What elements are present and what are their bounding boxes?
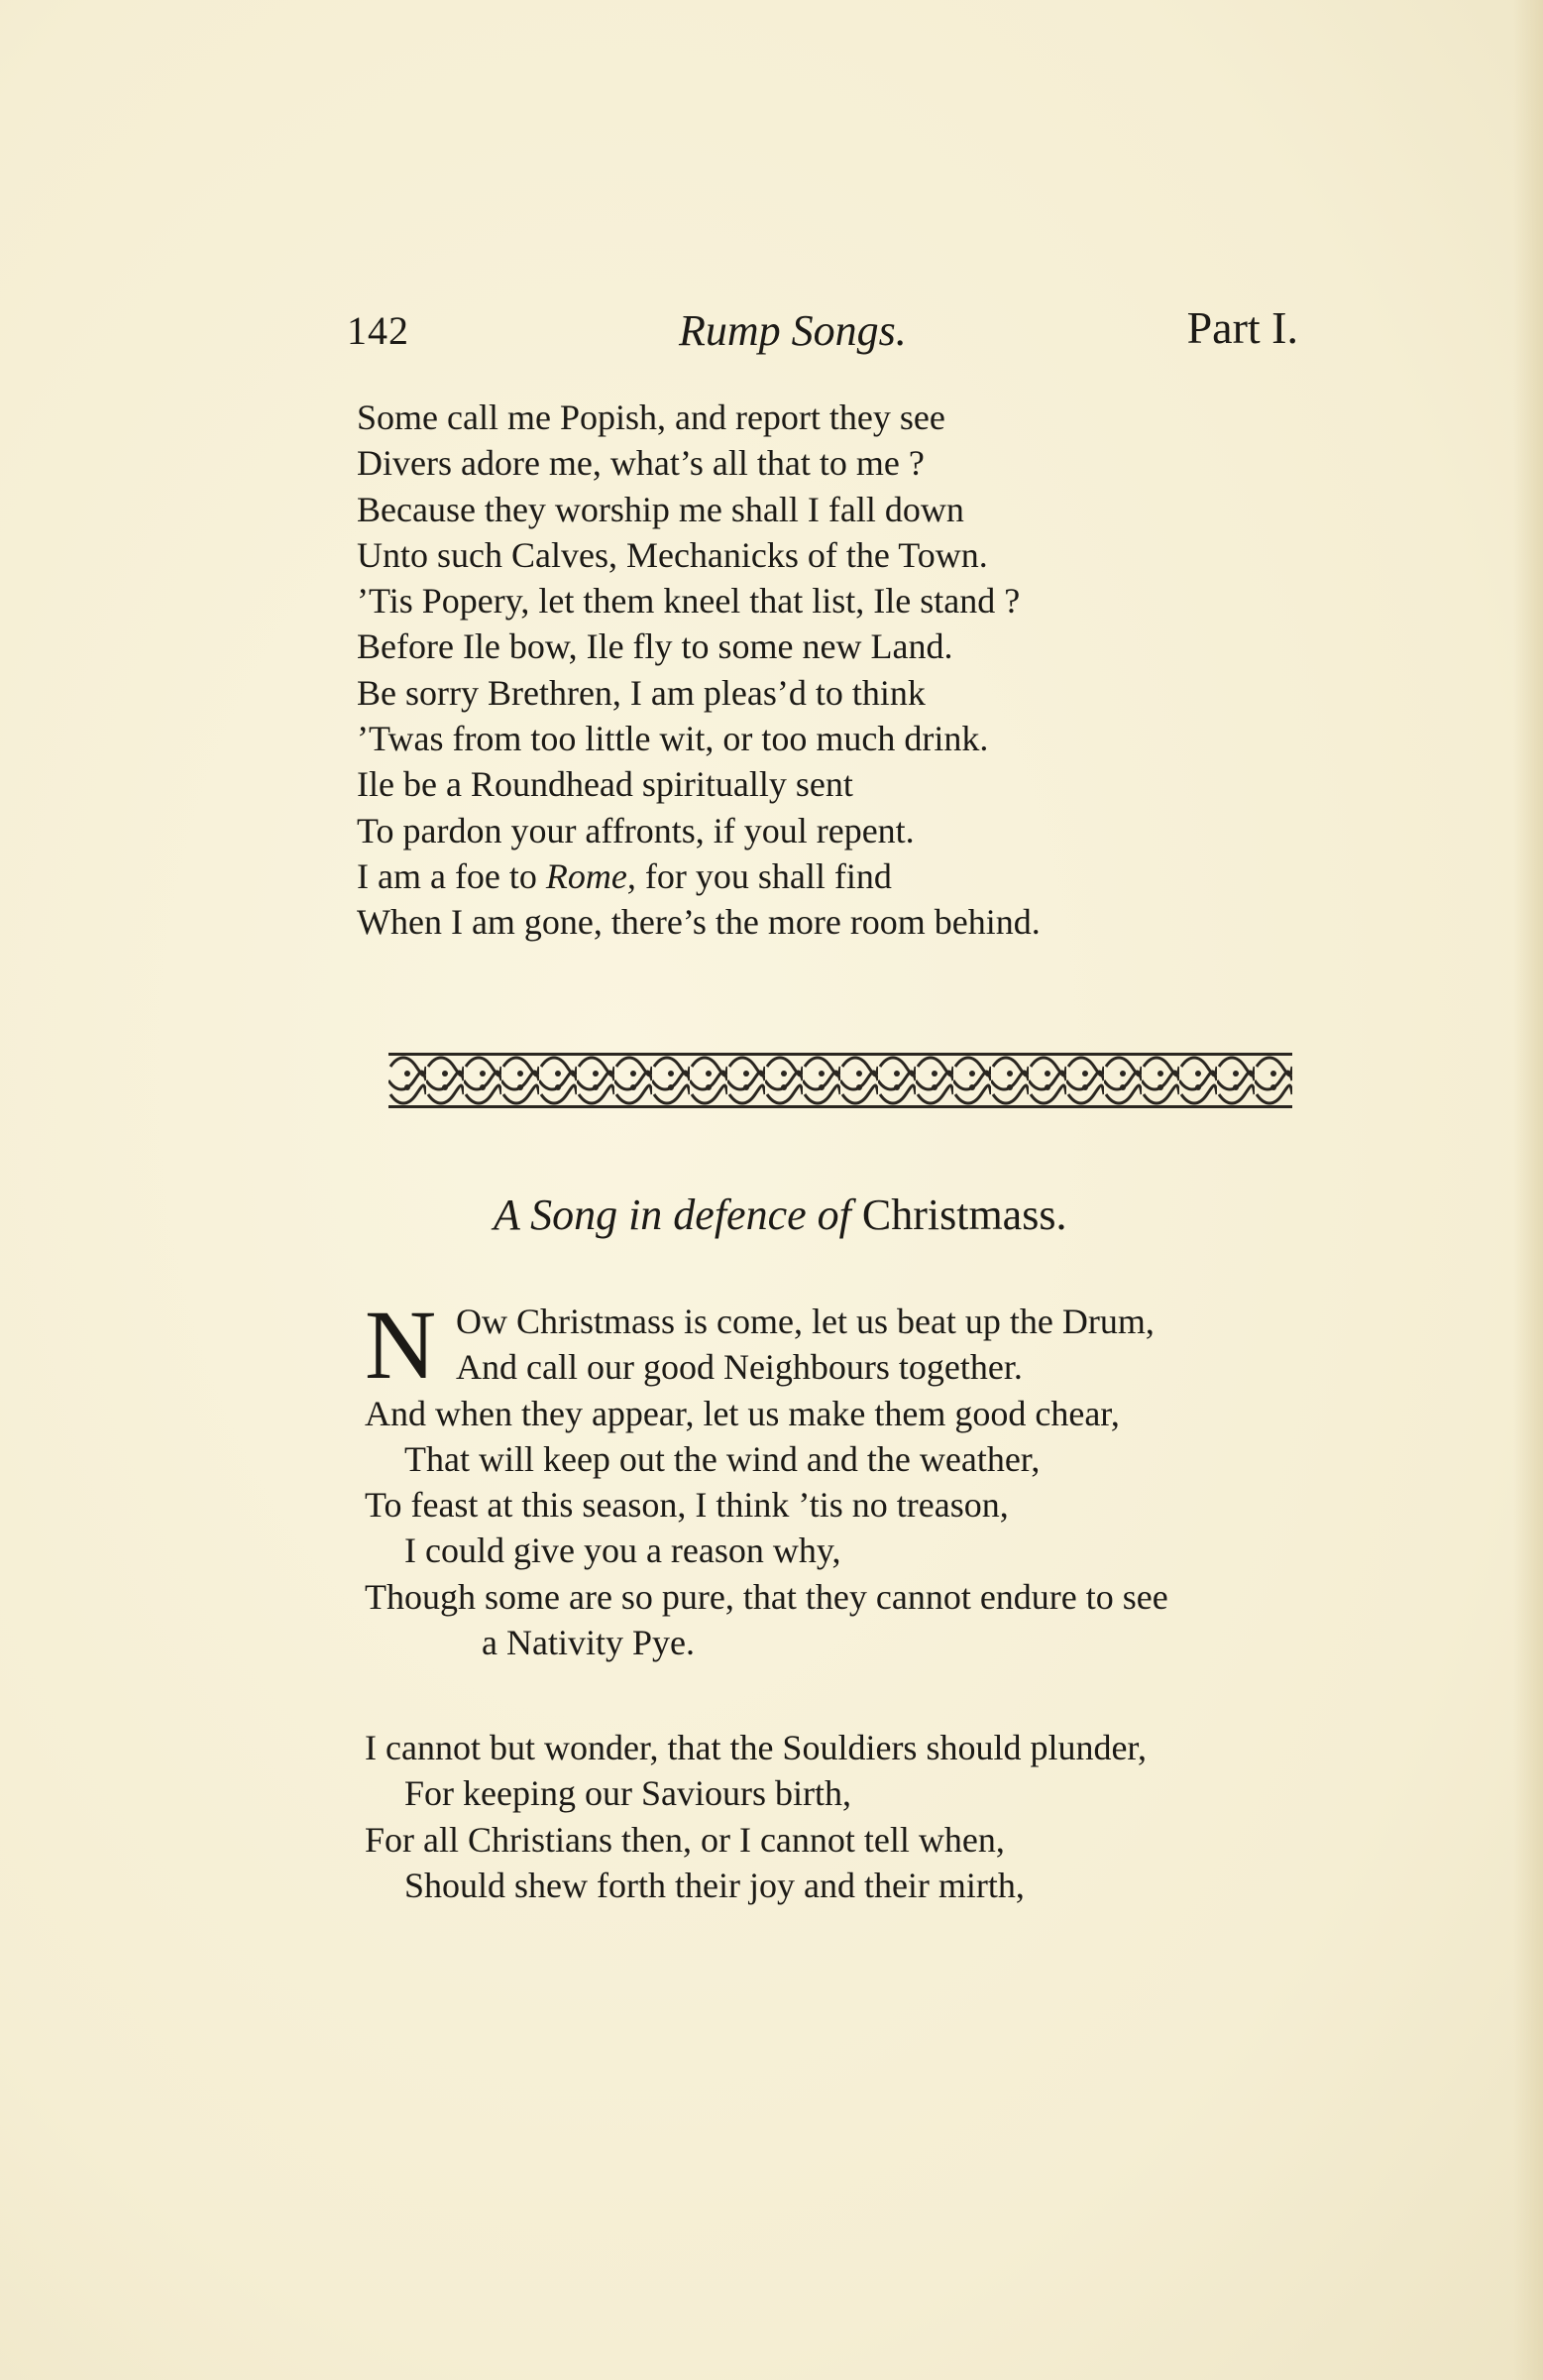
song-title-roman: Christmass.	[861, 1190, 1067, 1239]
page-number: 142	[347, 308, 409, 353]
song-title	[494, 1190, 1066, 1240]
stanza-line: To feast at this season, I think ’tis no treason,	[365, 1485, 1009, 1526]
ornamental-divider	[388, 1053, 1292, 1108]
verse-text: for you shall find	[635, 855, 892, 896]
verse-line: Because they worship me shall I fall down	[357, 489, 964, 529]
song-title-italic: A Song in defence of	[494, 1190, 851, 1239]
verse-line: ’Tis Popery, let them kneel that list, Ile stand ?	[357, 581, 1021, 622]
stanza-line: a Nativity Pye.	[482, 1623, 695, 1663]
verse-line: When I am gone, there’s the more room behind.	[357, 902, 1041, 943]
verse-line: Some call me Popish, and report they see	[357, 397, 945, 437]
stanza-line: Ow Christmass is come, let us beat up the Drum,	[456, 1302, 1155, 1341]
stanza-line: That will keep out the wind and the weather,	[404, 1438, 1041, 1479]
stanza-line: Should shew forth their joy and their mirth,	[404, 1865, 1025, 1905]
stanza-line: And when they appear, let us make them good chear,	[365, 1393, 1120, 1433]
verse-line	[357, 853, 1041, 899]
verse-line: Unto such Calves, Mechanicks of the Town.	[357, 534, 988, 575]
stanza-line: And call our good Neighbours together.	[456, 1347, 1023, 1388]
verse-italic-word: Rome,	[545, 855, 636, 896]
verse-line: To pardon your affronts, if youl repent.	[357, 810, 915, 850]
verse-line: Ile be a Roundhead spiritually sent	[357, 764, 853, 805]
verse-text: I am a foe to	[357, 855, 546, 896]
stanza-line: I could give you a reason why,	[404, 1530, 841, 1571]
part-label: Part I.	[1186, 302, 1298, 353]
stanza-line: Though some are so pure, that they cannot endure to see	[365, 1576, 1168, 1617]
stanza-line: I cannot but wonder, that the Souldiers should plunder,	[365, 1728, 1147, 1767]
verse-line: ’Twas from too little wit, or too much drink.	[357, 719, 989, 759]
stanza-line: For keeping our Saviours birth,	[404, 1773, 851, 1814]
running-title: Rump Songs.	[679, 306, 907, 355]
verse-block	[357, 395, 1041, 946]
verse-line: Be sorry Brethren, I am pleas’d to think	[357, 672, 926, 713]
verse-line: Before Ile bow, Ile fly to some new Land.	[357, 626, 953, 667]
stanza-2	[365, 1725, 1147, 1908]
page-edge-shadow	[1513, 0, 1543, 2380]
running-header	[347, 293, 1298, 373]
drop-cap: N	[365, 1290, 437, 1400]
stanza-1	[365, 1290, 1168, 1665]
verse-line: Divers adore me, what’s all that to me ?	[357, 443, 925, 484]
stanza-line: For all Christians then, or I cannot tell when,	[365, 1819, 1005, 1860]
